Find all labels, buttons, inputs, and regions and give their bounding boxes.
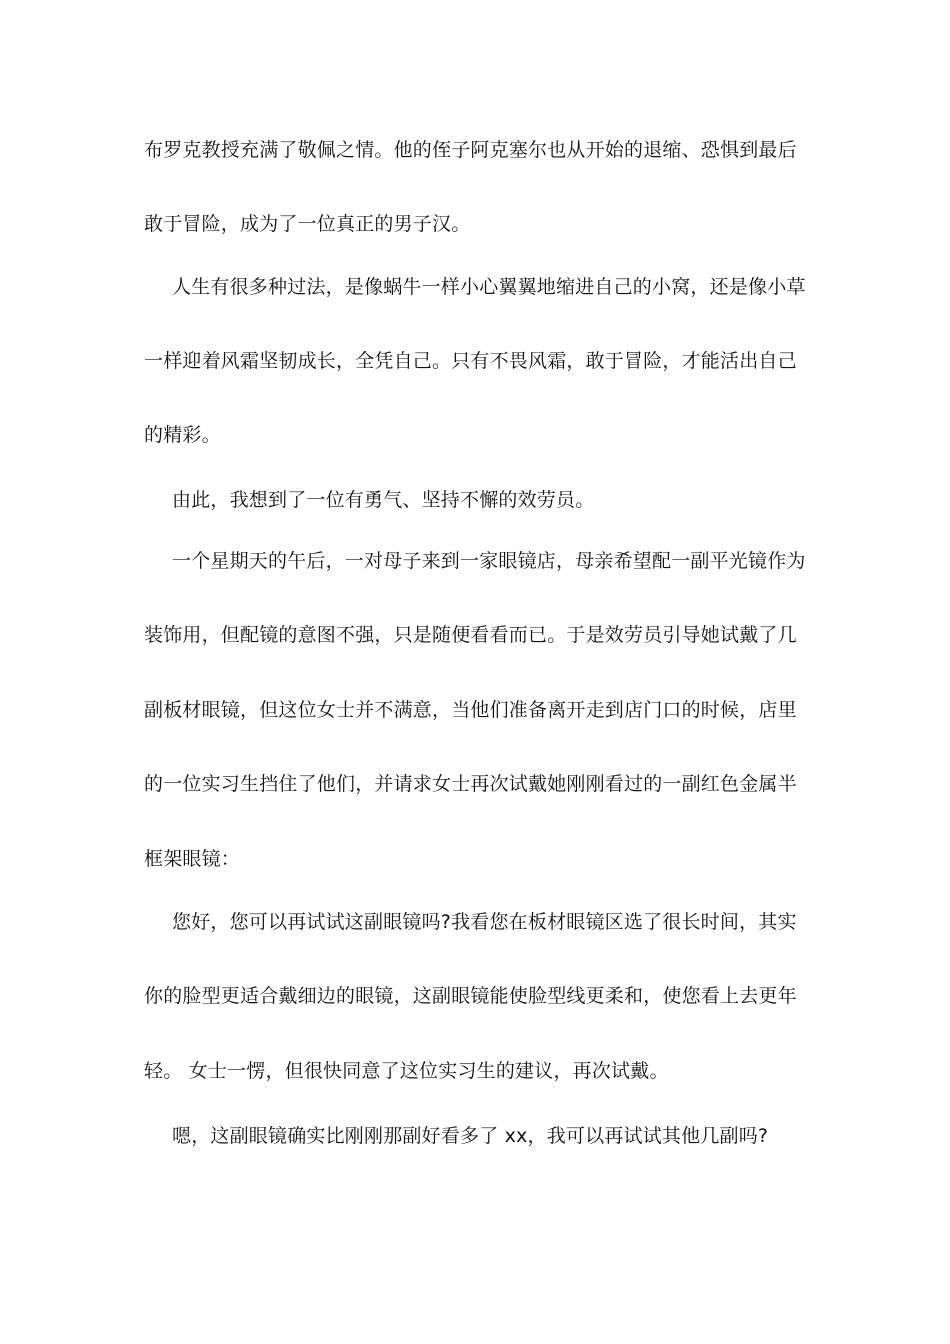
- paragraph-line: 框架眼镜：: [144, 848, 241, 870]
- paragraph-line: 嗯，这副眼镜确实比刚刚那副好看多了 xx，我可以再试试其他几副吗?: [172, 1125, 769, 1147]
- paragraph-line: 你的脸型更适合戴细边的眼镜，这副眼镜能使脸型线更柔和，使您看上去更年: [144, 985, 797, 1007]
- paragraph-line: 一样迎着风霜坚韧成长，全凭自己。只有不畏风霜，敢于冒险，才能活出自己: [144, 350, 797, 372]
- paragraph-line: 由此，我想到了一位有勇气、坚持不懈的效劳员。: [172, 489, 595, 511]
- paragraph-line: 副板材眼镜，但这位女士并不满意，当他们准备离开走到店门口的时候，店里: [144, 699, 797, 721]
- paragraph-line: 一个星期天的午后，一对母子来到一家眼镜店，母亲希望配一副平光镜作为: [172, 550, 806, 572]
- paragraph-line: 敢于冒险，成为了一位真正的男子汉。: [144, 213, 471, 235]
- paragraph-line: 人生有很多种过法，是像蜗牛一样小心翼翼地缩进自己的小窝，还是像小草: [172, 276, 806, 298]
- paragraph-line: 布罗克教授充满了敬佩之情。他的侄子阿克塞尔也从开始的退缩、恐惧到最后: [144, 139, 797, 161]
- paragraph-line: 您好，您可以再试试这副眼镜吗?我看您在板材眼镜区选了很长时间，其实: [172, 911, 797, 933]
- paragraph-line: 轻。 女士一愣，但很快同意了这位实习生的建议，再次试戴。: [144, 1060, 669, 1082]
- paragraph-line: 装饰用，但配镜的意图不强，只是随便看看而已。于是效劳员引导她试戴了几: [144, 624, 797, 646]
- paragraph-line: 的精彩。: [144, 424, 221, 446]
- paragraph-line: 的一位实习生挡住了他们，并请求女士再次试戴她刚刚看过的一副红色金属半: [144, 773, 797, 795]
